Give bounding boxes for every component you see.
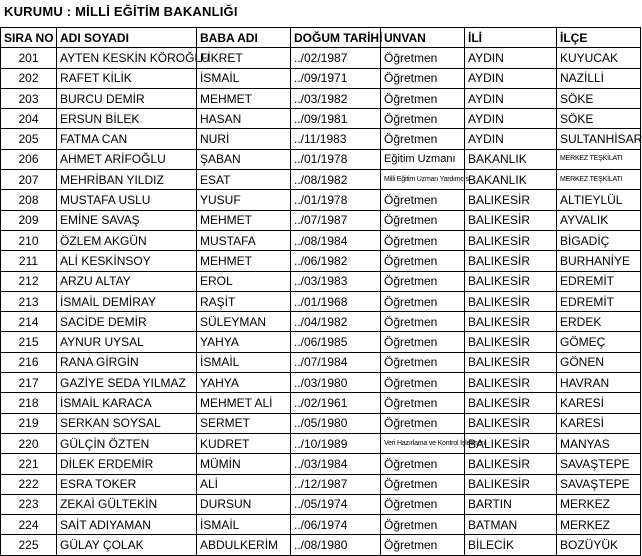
header-baba-adi: BABA ADI (197, 28, 291, 48)
cell-dogum-tarihi: ../07/1987 (291, 210, 381, 230)
cell-ili: BALIKESİR (465, 271, 557, 291)
header-adi-soyadi: ADI SOYADI (57, 28, 197, 48)
cell-sira-no: 206 (1, 149, 57, 169)
cell-unvan: Öğretmen (381, 190, 465, 210)
cell-baba-adi: İSMAİL (197, 515, 291, 535)
cell-dogum-tarihi: ../05/1980 (291, 413, 381, 433)
cell-dogum-tarihi: ../05/1974 (291, 494, 381, 514)
cell-ilce: KARESİ (557, 413, 641, 433)
cell-dogum-tarihi: ../01/1978 (291, 149, 381, 169)
cell-unvan: Öğretmen (381, 352, 465, 372)
cell-unvan: Milli Eğitim Uzman Yardımcısı (381, 170, 465, 190)
cell-ili: BALIKESİR (465, 190, 557, 210)
cell-sira-no: 210 (1, 230, 57, 250)
cell-unvan: Öğretmen (381, 413, 465, 433)
cell-sira-no: 204 (1, 109, 57, 129)
cell-sira-no: 209 (1, 210, 57, 230)
cell-ili: BALIKESİR (465, 251, 557, 271)
table-row (1, 454, 641, 474)
cell-adi-soyadi: ÖZLEM AKGÜN (57, 230, 197, 250)
cell-ili: BALIKESİR (465, 230, 557, 250)
cell-unvan: Öğretmen (381, 454, 465, 474)
cell-dogum-tarihi: ../09/1971 (291, 68, 381, 88)
cell-ilce: ERDEK (557, 312, 641, 332)
cell-ili: BARTIN (465, 494, 557, 514)
cell-sira-no: 207 (1, 170, 57, 190)
cell-dogum-tarihi: ../03/1983 (291, 271, 381, 291)
cell-dogum-tarihi: ../11/1983 (291, 129, 381, 149)
cell-ili: BATMAN (465, 515, 557, 535)
cell-unvan: Öğretmen (381, 88, 465, 108)
cell-ilce: MERKEZ (557, 515, 641, 535)
cell-ili: BALIKESİR (465, 373, 557, 393)
cell-sira-no: 224 (1, 515, 57, 535)
table-header-row (1, 28, 641, 48)
cell-baba-adi: MEHMET (197, 88, 291, 108)
cell-unvan: Öğretmen (381, 48, 465, 68)
cell-dogum-tarihi: ../03/1980 (291, 373, 381, 393)
table-row (1, 170, 641, 190)
cell-ilce: MERKEZ TEŞKİLATI (557, 170, 641, 190)
cell-unvan: Öğretmen (381, 494, 465, 514)
header-dogum-tarihi: DOĞUM TARİHİ (291, 28, 381, 48)
cell-sira-no: 211 (1, 251, 57, 271)
cell-baba-adi: MÜMİN (197, 454, 291, 474)
cell-ili: AYDIN (465, 88, 557, 108)
cell-sira-no: 218 (1, 393, 57, 413)
cell-unvan: Eğitim Uzmanı (381, 149, 465, 169)
cell-ili: BİLECİK (465, 535, 557, 555)
cell-adi-soyadi: GAZİYE SEDA YILMAZ (57, 373, 197, 393)
header-ilce: İLÇE (557, 28, 641, 48)
cell-adi-soyadi: EMİNE SAVAŞ (57, 210, 197, 230)
table-row (1, 88, 641, 108)
cell-dogum-tarihi: ../10/1989 (291, 433, 381, 453)
table-row (1, 494, 641, 514)
cell-adi-soyadi: GÜLAY ÇOLAK (57, 535, 197, 555)
cell-unvan: Öğretmen (381, 515, 465, 535)
cell-dogum-tarihi: ../03/1984 (291, 454, 381, 474)
cell-sira-no: 205 (1, 129, 57, 149)
cell-adi-soyadi: ERSUN BİLEK (57, 109, 197, 129)
cell-dogum-tarihi: ../06/1985 (291, 332, 381, 352)
table-body (1, 48, 641, 555)
cell-adi-soyadi: SAİT ADIYAMAN (57, 515, 197, 535)
table-row (1, 515, 641, 535)
table-row (1, 251, 641, 271)
cell-baba-adi: KUDRET (197, 433, 291, 453)
cell-adi-soyadi: AYTEN KESKİN KÖROĞLU (57, 48, 197, 68)
cell-baba-adi: EROL (197, 271, 291, 291)
cell-adi-soyadi: ALİ KESKİNSOY (57, 251, 197, 271)
cell-unvan: Veri Hazırlama ve Kontrol İşletmeni (381, 433, 465, 453)
cell-ili: BALIKESİR (465, 210, 557, 230)
cell-unvan: Öğretmen (381, 230, 465, 250)
cell-ilce: KARESİ (557, 393, 641, 413)
cell-adi-soyadi: DİLEK ERDEMİR (57, 454, 197, 474)
cell-sira-no: 212 (1, 271, 57, 291)
cell-ilce: SAVAŞTEPE (557, 454, 641, 474)
table-row (1, 393, 641, 413)
cell-dogum-tarihi: ../01/1978 (291, 190, 381, 210)
table-row (1, 68, 641, 88)
cell-adi-soyadi: ARZU ALTAY (57, 271, 197, 291)
cell-baba-adi: ESAT (197, 170, 291, 190)
cell-ilce: SAVAŞTEPE (557, 474, 641, 494)
cell-baba-adi: ŞABAN (197, 149, 291, 169)
cell-adi-soyadi: MUSTAFA USLU (57, 190, 197, 210)
cell-ilce: GÖNEN (557, 352, 641, 372)
cell-baba-adi: YAHYA (197, 332, 291, 352)
cell-ili: BALIKESİR (465, 454, 557, 474)
cell-baba-adi: DURSUN (197, 494, 291, 514)
cell-unvan: Öğretmen (381, 271, 465, 291)
cell-sira-no: 203 (1, 88, 57, 108)
cell-baba-adi: FİKRET (197, 48, 291, 68)
cell-adi-soyadi: AHMET ARİFOĞLU (57, 149, 197, 169)
cell-adi-soyadi: AYNUR UYSAL (57, 332, 197, 352)
cell-ili: BAKANLIK (465, 149, 557, 169)
cell-ilce: BİGADİÇ (557, 230, 641, 250)
cell-baba-adi: MEHMET (197, 251, 291, 271)
cell-dogum-tarihi: ../08/1984 (291, 230, 381, 250)
cell-unvan: Öğretmen (381, 373, 465, 393)
cell-sira-no: 219 (1, 413, 57, 433)
cell-ilce: GÖMEÇ (557, 332, 641, 352)
cell-dogum-tarihi: ../06/1974 (291, 515, 381, 535)
cell-adi-soyadi: BURCU DEMİR (57, 88, 197, 108)
cell-sira-no: 214 (1, 312, 57, 332)
cell-dogum-tarihi: ../04/1982 (291, 312, 381, 332)
cell-ilce: SÖKE (557, 88, 641, 108)
cell-adi-soyadi: FATMA CAN (57, 129, 197, 149)
cell-adi-soyadi: GÜLÇİN ÖZTEN (57, 433, 197, 453)
cell-baba-adi: NURİ (197, 129, 291, 149)
cell-unvan: Öğretmen (381, 474, 465, 494)
cell-ili: AYDIN (465, 48, 557, 68)
cell-adi-soyadi: İSMAİL DEMİRAY (57, 291, 197, 311)
cell-sira-no: 220 (1, 433, 57, 453)
header-ili: İLİ (465, 28, 557, 48)
cell-unvan: Öğretmen (381, 535, 465, 555)
cell-dogum-tarihi: ../03/1982 (291, 88, 381, 108)
table-row (1, 149, 641, 169)
cell-ilce: BURHANİYE (557, 251, 641, 271)
cell-sira-no: 216 (1, 352, 57, 372)
table-row (1, 190, 641, 210)
cell-ilce: MERKEZ TEŞKİLATI (557, 149, 641, 169)
table-row (1, 291, 641, 311)
cell-sira-no: 213 (1, 291, 57, 311)
cell-unvan: Öğretmen (381, 251, 465, 271)
cell-ilce: EDREMİT (557, 291, 641, 311)
table-row (1, 230, 641, 250)
cell-baba-adi: RAŞİT (197, 291, 291, 311)
table-row (1, 48, 641, 68)
cell-baba-adi: ABDULKERİM (197, 535, 291, 555)
cell-ili: AYDIN (465, 109, 557, 129)
cell-ilce: MANYAS (557, 433, 641, 453)
cell-baba-adi: SERMET (197, 413, 291, 433)
table-row (1, 373, 641, 393)
cell-unvan: Öğretmen (381, 291, 465, 311)
cell-ilce: KUYUCAK (557, 48, 641, 68)
cell-baba-adi: İSMAİL (197, 352, 291, 372)
cell-baba-adi: MEHMET (197, 210, 291, 230)
table-row (1, 109, 641, 129)
cell-ili: AYDIN (465, 68, 557, 88)
header-sira-no: SIRA NO (1, 28, 57, 48)
cell-unvan: Öğretmen (381, 210, 465, 230)
cell-ilce: ALTIEYLÜL (557, 190, 641, 210)
cell-ilce: BOZÜYÜK (557, 535, 641, 555)
table-row (1, 535, 641, 555)
cell-dogum-tarihi: ../06/1982 (291, 251, 381, 271)
cell-sira-no: 202 (1, 68, 57, 88)
cell-adi-soyadi: RANA GİRGİN (57, 352, 197, 372)
table-row (1, 433, 641, 453)
cell-adi-soyadi: ESRA TOKER (57, 474, 197, 494)
cell-ili: BALIKESİR (465, 474, 557, 494)
cell-dogum-tarihi: ../07/1984 (291, 352, 381, 372)
cell-ilce: HAVRAN (557, 373, 641, 393)
cell-ilce: SULTANHİSAR (557, 129, 641, 149)
cell-ili: BALIKESİR (465, 312, 557, 332)
cell-ili: AYDIN (465, 129, 557, 149)
table-row (1, 352, 641, 372)
cell-ili: BALIKESİR (465, 433, 557, 453)
cell-unvan: Öğretmen (381, 393, 465, 413)
cell-dogum-tarihi: ../12/1987 (291, 474, 381, 494)
cell-ilce: AYVALIK (557, 210, 641, 230)
cell-ili: BALIKESİR (465, 393, 557, 413)
cell-ili: BAKANLIK (465, 170, 557, 190)
cell-baba-adi: SÜLEYMAN (197, 312, 291, 332)
cell-baba-adi: MEHMET ALİ (197, 393, 291, 413)
cell-unvan: Öğretmen (381, 68, 465, 88)
cell-ili: BALIKESİR (465, 413, 557, 433)
table-row (1, 129, 641, 149)
cell-adi-soyadi: SERKAN SOYSAL (57, 413, 197, 433)
personnel-table (0, 27, 641, 556)
cell-sira-no: 217 (1, 373, 57, 393)
cell-unvan: Öğretmen (381, 332, 465, 352)
cell-ilce: EDREMİT (557, 271, 641, 291)
cell-ilce: NAZİLLİ (557, 68, 641, 88)
cell-adi-soyadi: RAFET KİLİK (57, 68, 197, 88)
cell-baba-adi: YAHYA (197, 373, 291, 393)
cell-adi-soyadi: SACİDE DEMİR (57, 312, 197, 332)
table-row (1, 271, 641, 291)
cell-ili: BALIKESİR (465, 291, 557, 311)
cell-sira-no: 225 (1, 535, 57, 555)
cell-dogum-tarihi: ../08/1982 (291, 170, 381, 190)
cell-unvan: Öğretmen (381, 129, 465, 149)
table-row (1, 332, 641, 352)
cell-sira-no: 201 (1, 48, 57, 68)
cell-adi-soyadi: ZEKAİ GÜLTEKİN (57, 494, 197, 514)
cell-dogum-tarihi: ../01/1968 (291, 291, 381, 311)
cell-sira-no: 222 (1, 474, 57, 494)
cell-ilce: MERKEZ (557, 494, 641, 514)
cell-sira-no: 215 (1, 332, 57, 352)
table-row (1, 474, 641, 494)
cell-dogum-tarihi: ../02/1987 (291, 48, 381, 68)
cell-baba-adi: MUSTAFA (197, 230, 291, 250)
cell-dogum-tarihi: ../09/1981 (291, 109, 381, 129)
cell-baba-adi: İSMAİL (197, 68, 291, 88)
cell-baba-adi: HASAN (197, 109, 291, 129)
cell-unvan: Öğretmen (381, 312, 465, 332)
table-row (1, 312, 641, 332)
cell-unvan: Öğretmen (381, 109, 465, 129)
cell-ilce: SÖKE (557, 109, 641, 129)
page-title: KURUMU : MİLLİ EĞİTİM BAKANLIĞI (4, 4, 238, 19)
cell-adi-soyadi: MEHRİBAN YILDIZ (57, 170, 197, 190)
table-row (1, 413, 641, 433)
cell-baba-adi: YUSUF (197, 190, 291, 210)
cell-dogum-tarihi: ../08/1980 (291, 535, 381, 555)
cell-sira-no: 208 (1, 190, 57, 210)
cell-ili: BALIKESİR (465, 332, 557, 352)
header-unvan: UNVAN (381, 28, 465, 48)
cell-ili: BALIKESİR (465, 352, 557, 372)
cell-adi-soyadi: İSMAİL KARACA (57, 393, 197, 413)
cell-dogum-tarihi: ../02/1961 (291, 393, 381, 413)
cell-baba-adi: ALİ (197, 474, 291, 494)
cell-sira-no: 223 (1, 494, 57, 514)
table-row (1, 210, 641, 230)
cell-sira-no: 221 (1, 454, 57, 474)
